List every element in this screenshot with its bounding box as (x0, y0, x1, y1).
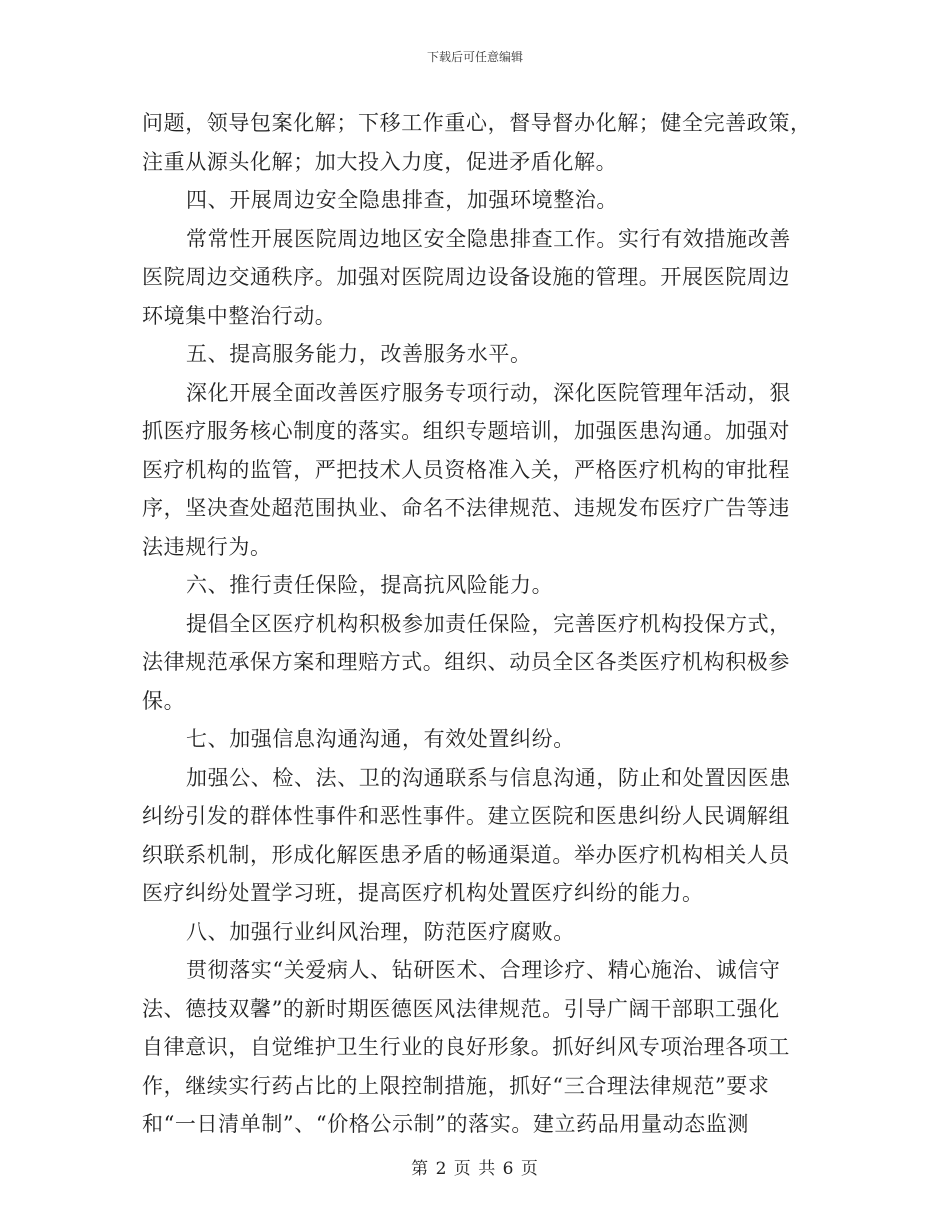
text-line: 保。 (142, 688, 186, 713)
text-line: 提倡全区医疗机构积极参加责任保险，完善医疗机构投保方式， (186, 611, 791, 636)
text-line: 注重从源头化解；加大投入力度，促进矛盾化解。 (142, 149, 618, 174)
text-line: 法律规范承保方案和理赔方式。组织、动员全区各类医疗机构积极参 (142, 650, 790, 674)
text-line: 医疗机构的监管，严把技术人员资格准入关，严格医疗机构的审批程 (142, 457, 790, 482)
text-line: 六、推行责任保险，提高抗风险能力。 (186, 573, 554, 597)
text-line: 抓医疗服务核心制度的落实。组织专题培训，加强医患沟通。加强对 (142, 419, 790, 443)
text-line: 四、开展周边安全隐患排查，加强环境整治。 (186, 188, 618, 212)
text-line: 法违规行为。 (142, 534, 272, 559)
text-line: 法、德技双馨”的新时期医德医风法律规范。引导广阔干部职工强化 (142, 996, 780, 1021)
text-line: 七、加强信息沟通沟通，有效处置纠纷。 (186, 727, 575, 751)
text-line: 织联系机制，形成化解医患矛盾的畅通渠道。举办医疗机构相关人员 (142, 842, 790, 867)
text-line: 自律意识，自觉维护卫生行业的良好形象。抓好纠风专项治理各项工 (142, 1035, 790, 1059)
text-line: 作，继续实行药占比的上限控制措施，抓好“三合理法律规范”要求 (142, 1073, 770, 1098)
text-line: 医院周边交通秩序。加强对医院周边设备设施的管理。开展医院周边 (142, 265, 790, 289)
text-line: 深化开展全面改善医疗服务专项行动，深化医院管理年活动，狠 (186, 380, 791, 405)
page-header: 下载后可任意编辑 (426, 50, 523, 64)
text-line: 环境集中整治行动。 (142, 303, 337, 328)
text-line: 序，坚决查处超范围执业、命名不法律规范、违规发布医疗广告等违 (142, 496, 790, 520)
text-line: 加强公、检、法、卫的沟通联系与信息沟通，防止和处置因医患 (186, 765, 791, 790)
text-line: 八、加强行业纠风治理，防范医疗腐败。 (186, 919, 575, 944)
text-line: 常常性开展医院周边地区安全隐患排查工作。实行有效措施改善 (186, 226, 791, 251)
document-body (142, 104, 810, 1144)
text-line: 纠纷引发的群体性事件和恶性事件。建立医院和医患纠纷人民调解组 (142, 804, 790, 828)
page-footer: 第 2 页 共 6 页 (411, 1159, 539, 1179)
text-line: 和“一日清单制”、“价格公示制”的落实。建立药品用量动态监测 (142, 1112, 749, 1136)
text-line: 贯彻落实“关爱病人、钻研医术、合理诊疗、精心施治、诚信守 (186, 958, 781, 982)
text-line: 医疗纠纷处置学习班，提高医疗机构处置医疗纠纷的能力。 (142, 881, 704, 905)
text-line: 问题，领导包案化解；下移工作重心，督导督办化解；健全完善政策， (142, 111, 812, 135)
text-line: 五、提高服务能力，改善服务水平。 (186, 342, 532, 366)
